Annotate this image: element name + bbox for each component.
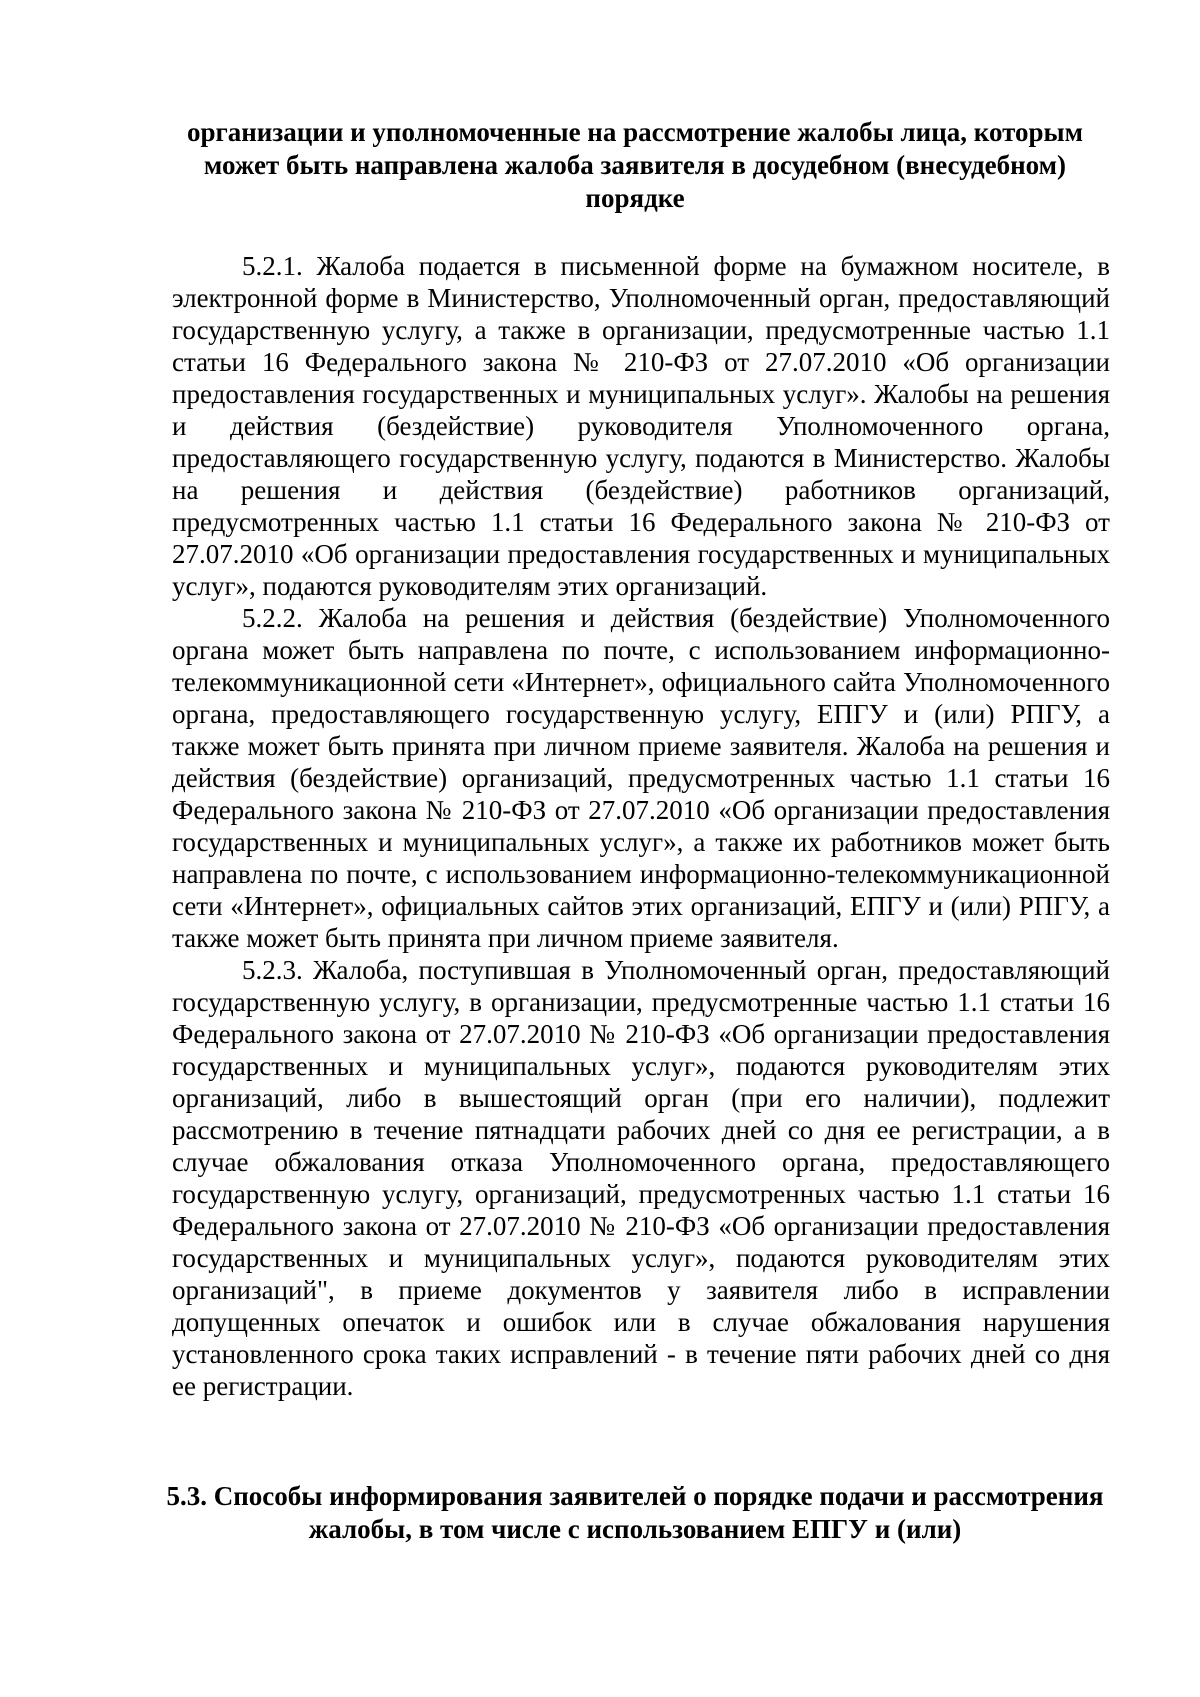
section-heading-5-3: 5.3. Способы информирования заявителей о порядке подачи и рассмотрения жалобы, в том числе с использованием ЕПГУ и (или) bbox=[166, 1481, 1104, 1544]
section-heading-continued: организации и уполномоченные на рассмотрение жалобы лица, которым может быть направлена жалоба заявителя в досудебном (внесудебном) порядке bbox=[186, 117, 1084, 213]
paragraph-5-2-2: 5.2.2. Жалоба на решения и действия (бездействие) Уполномоченного органа может быть направлена по почте, с использованием информационно-телекоммуникационной сети «Интернет», официального сайта Уполномоченного органа, предоставляющего государственную услугу, ЕПГУ и (или) РПГУ, а также может быть принята при личном приеме заявителя. Жалоба на решения и действия (бездействие) организаций, предусмотренных частью 1.1 статьи 16 Федерального закона № 210-ФЗ от 27.07.2010 «Об организации предоставления государственных и муниципальных услуг», а также их работников может быть направлена по почте, с использованием информационно-телекоммуникационной сети «Интернет», официальных сайтов этих организаций, ЕПГУ и (или) РПГУ, а также может быть принята при личном приеме заявителя. bbox=[172, 603, 1110, 953]
document-body bbox=[172, 250, 1110, 1402]
paragraph-5-2-1: 5.2.1. Жалоба подается в письменной форме на бумажном носителе, в электронной форме в Министерство, Уполномоченный орган, предоставляющий государственную услугу, а также в организации, предусмотренные частью 1.1 статьи 16 Федерального закона № 210-ФЗ от 27.07.2010 «Об организации предоставления государственных и муниципальных услуг». Жалобы на решения и действия (бездействие) руководителя Уполномоченного органа, предоставляющего государственную услугу, подаются в Министерство. Жалобы на решения и действия (бездействие) работников организаций, предусмотренных частью 1.1 статьи 16 Федерального закона № 210-ФЗ от 27.07.2010 «Об организации предоставления государственных и муниципальных услуг», подаются руководителям этих организаций. bbox=[172, 251, 1110, 601]
paragraph-5-2-3: 5.2.3. Жалоба, поступившая в Уполномоченный орган, предоставляющий государственную услугу, в организации, предусмотренные частью 1.1 статьи 16 Федерального закона от 27.07.2010 № 210-ФЗ «Об организации предоставления государственных и муниципальных услуг», подаются руководителям этих организаций, либо в вышестоящий орган (при его наличии), подлежит рассмотрению в течение пятнадцати рабочих дней со дня ее регистрации, а в случае обжалования отказа Уполномоченного органа, предоставляющего государственную услугу, организаций, предусмотренных частью 1.1 статьи 16 Федерального закона от 27.07.2010 № 210-ФЗ «Об организации предоставления государственных и муниципальных услуг», подаются руководителям этих организаций", в приеме документов у заявителя либо в исправлении допущенных опечаток и ошибок или в случае обжалования нарушения установленного срока таких исправлений - в течение пяти рабочих дней со дня ее регистрации. bbox=[172, 955, 1110, 1401]
